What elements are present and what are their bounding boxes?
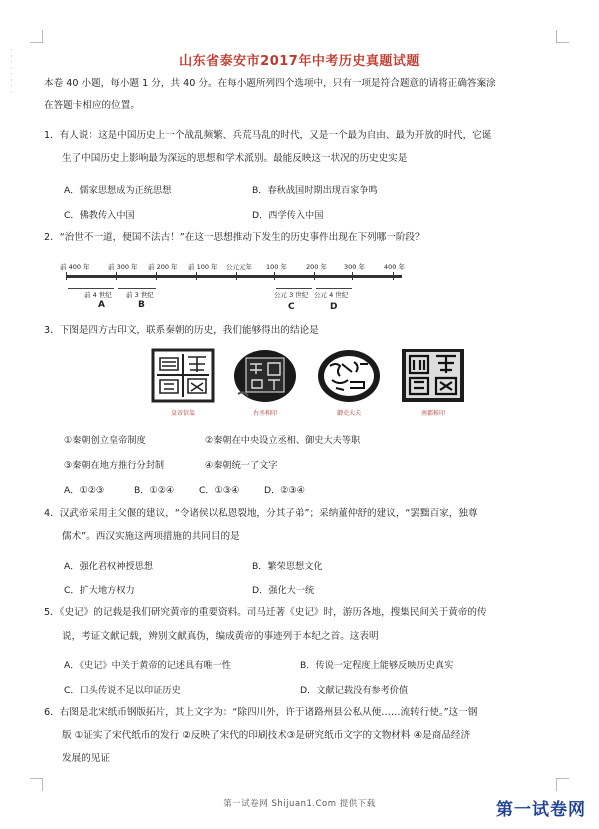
seal-image: [400, 348, 466, 403]
q3-option-c: C．①③④: [199, 485, 240, 496]
seal-caption: 右丞相印: [252, 410, 277, 417]
timeline-label: 前 400 年: [60, 263, 90, 271]
seal-caption: 南郡候印: [420, 410, 445, 417]
page-title: 山东省泰安市2017年中考历史真题试题: [179, 54, 420, 69]
timeline-tick: [236, 272, 237, 280]
q1-option-a: A．儒家思想成为正统思想: [64, 185, 172, 196]
corner-mark: [556, 778, 569, 791]
q1-option-b: B．春秋战国时期出现百家争鸣: [252, 185, 378, 196]
brand-logo: 第一试卷网: [496, 800, 586, 820]
q4-option-a: A．强化君权神授思想: [64, 561, 153, 572]
q5-line-1: 5．《史记》的记载是我们研究黄帝的重要资料。司马迁著《史记》时，游历各地，搜集民间关于黄帝的传: [44, 607, 487, 618]
timeline-range: [276, 280, 312, 289]
q4-option-b: B．繁荣思想文化: [252, 561, 323, 572]
q2-line-1: 2．“治世不一道，便国不法古！”在这一思想推动下发生的历史事件出现在下列哪一阶段？: [44, 232, 425, 243]
q1-option-c: C．佛教传入中国: [64, 210, 135, 221]
timeline-label: 前 200 年: [148, 263, 178, 271]
timeline-tick: [393, 272, 394, 280]
timeline-label: 200 年: [306, 263, 327, 271]
q1-line-1: 1．有人说：这是中国历史上一个战乱频繁、兵荒马乱的时代，又是一个最为自由、最为开放的时代，它诞: [44, 130, 492, 141]
q4-option-c: C．扩大地方权力: [64, 585, 135, 596]
q4-line-1: 4．汉武帝采用主父偃的建议，“令诸侯以私恩裂地，分其子弟”；采纳董仲舒的建议，“罢黜百家，独尊: [44, 508, 478, 519]
timeline-label: 300 年: [344, 263, 365, 271]
timeline-tick: [274, 272, 275, 280]
timeline-letter-b: B: [138, 300, 145, 310]
timeline-tick: [352, 272, 353, 280]
timeline-label: 前 300 年: [108, 263, 138, 271]
page-footer: 第一试卷网 Shijuan1.Com 提供下载: [223, 799, 376, 809]
timeline-tick: [156, 272, 157, 280]
q6-line-2: 版 ①证实了宋代纸币的发行 ②反映了宋代的印刷技术③是研究纸币文字的文物材料 ④是商品经济: [62, 730, 471, 741]
timeline-tick: [196, 272, 197, 280]
q1-line-2: 生了中国历史上影响最为深远的思想和学术派别。最能反映这一状况的历史史实是: [62, 153, 408, 164]
q3-statement-1: ①秦朝创立皇帝制度: [64, 435, 146, 446]
q5-option-d: D．文献记载没有参考价值: [300, 685, 409, 696]
seal-caption: 御史大夫: [336, 410, 361, 417]
timeline-period: 前 3 世纪: [126, 291, 154, 299]
timeline-label: 100 年: [266, 263, 287, 271]
seal-caption: 皇帝信玺: [170, 410, 195, 417]
q4-option-d: D．强化大一统: [252, 585, 315, 596]
q3-statement-2: ②秦朝在中央设立丞相、御史大夫等职: [205, 435, 361, 446]
q5-line-2: 说，考证文献记载，辨别文献真伪，编成黄帝的事迹列于本纪之首。这表明: [62, 631, 379, 642]
timeline-range: [316, 280, 352, 289]
timeline-letter-c: C: [288, 302, 295, 312]
seal-image: [316, 348, 382, 403]
q3-option-b: B．①②④: [134, 485, 175, 496]
q3-option-d: D．②③④: [264, 485, 305, 496]
q3-option-a: A．①②③: [64, 485, 105, 496]
timeline-period: 公元 4 世纪: [314, 291, 349, 299]
q5-option-c: C．口头传说不足以印证历史: [64, 685, 181, 696]
timeline-label: 400 年: [384, 263, 405, 271]
q3-statement-4: ④秦朝统一了文字: [205, 460, 278, 471]
q1-option-d: D．西学传入中国: [252, 210, 324, 221]
seal-image: [150, 348, 216, 403]
corner-mark: [556, 30, 569, 43]
q3-line-1: 3．下图是四方古印文，联系秦朝的历史，我们能够得出的结论是: [44, 325, 319, 336]
timeline: [60, 262, 410, 320]
seal-image: [232, 348, 298, 403]
timeline-label: 公元元年: [226, 263, 252, 271]
intro-line-1: 本卷 40 小题，每小题 1 分，共 40 分。在每小题所列四个选项中，只有一项是符合题意的请将正确答案涂: [44, 78, 496, 89]
corner-mark: [30, 778, 43, 791]
timeline-period: 前 4 世纪: [84, 291, 112, 299]
timeline-tick: [314, 272, 315, 280]
binding-dots: · · · · · · · ·: [10, 46, 13, 98]
q4-line-2: 儒术”。西汉实施这两项措施的共同目的是: [62, 531, 240, 542]
timeline-period: 公元 3 世纪: [274, 291, 309, 299]
timeline-letter-d: D: [330, 302, 338, 312]
timeline-tick: [116, 272, 117, 280]
q5-option-a: A．《史记》中关于黄帝的记述具有唯一性: [64, 660, 232, 671]
timeline-tick: [66, 272, 67, 280]
q6-line-3: 发展的见证: [62, 753, 110, 764]
timeline-label: 前 100 年: [188, 263, 218, 271]
timeline-range: [68, 280, 114, 289]
q3-statement-3: ③秦朝在地方推行分封制: [64, 460, 165, 471]
q5-option-b: B．传说一定程度上能够反映历史真实: [300, 660, 454, 671]
timeline-range: [118, 280, 156, 289]
q6-line-1: 6．右图是北宋纸币钢版拓片，其上文字为：“除四川外，许于诸路州县公私从便……流转行使。”这一钢: [44, 707, 478, 718]
intro-line-2: 在答题卡相应的位置。: [44, 100, 140, 111]
timeline-letter-a: A: [98, 300, 105, 310]
corner-mark: [30, 30, 43, 43]
